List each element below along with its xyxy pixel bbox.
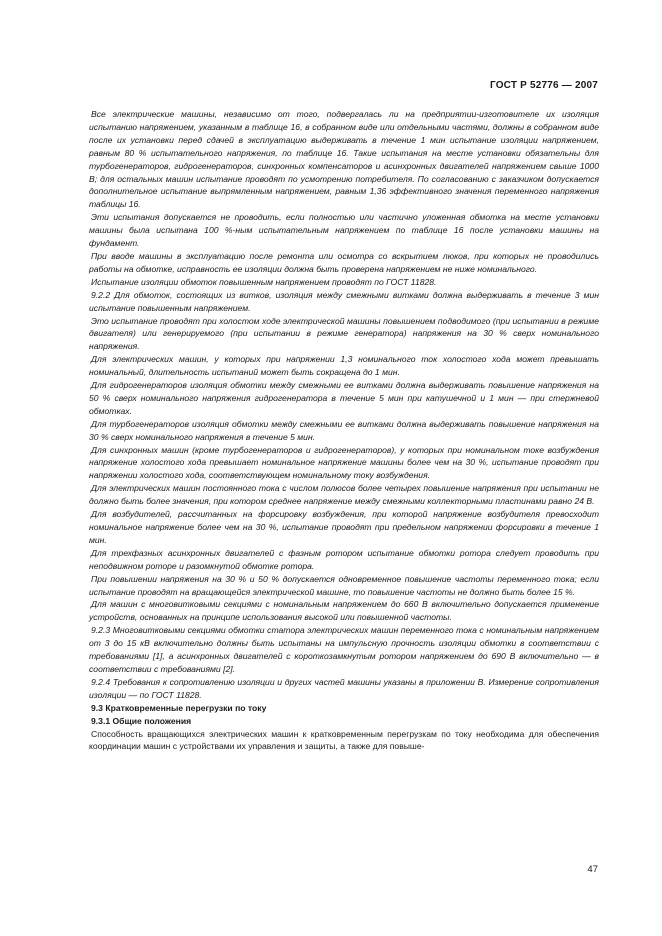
paragraph-reduced-duration: Для электрических машин, у которых при напряжении 1,3 номинального ток холостого хода может превышать номинальный, длительность испытаний может быть сокращена до 1 мин. [89, 354, 599, 378]
paragraph-turbogenerators: Для турбогенераторов изоляция обмотки между смежными ее витками должна выдерживать повышение напряжения на 30 % сверх номинального напряжения в течение 5 мин. [89, 418, 599, 442]
paragraph-wound-rotor-motors: Для трехфазных асинхронных двигателей с фазным ротором испытание обмотки ротора следует проводить при неподвижном роторе и разомкнутой обмотке ротора. [89, 547, 599, 571]
paragraph-9-2-3: 9.2.3 Многовитковыми секциями обмотки статора электрических машин переменного тока с номинальным напряжением от 3 до 15 кВ включительно должны быть испытаны на импульсную прочность изоляции обмотки в соответствии с требованиями [1], а асинхронных двигателей с короткозамкнутым ротором напряжением до 690 В включительно — в соответствии с требованиями [2]. [89, 625, 599, 674]
paragraph-no-load-test: Это испытание проводят при холостом ходе электрической машины повышением подводимого (при испытании в режиме двигателя) или генерируемого (при испытании в режиме генератора) напряжения на 30 % сверх номинального напряжения. [89, 315, 599, 352]
paragraph-gost-11828: Испытание изоляции обмоток повышенным напряжением проводят по ГОСТ 11828. [91, 276, 437, 287]
paragraph-multiturn-660v: Для машин с многовитковыми секциями с номинальным напряжением до 660 В включительно допускается применение устройств, основанных на принципе использования высокой или повышенной частоты. [89, 599, 599, 623]
document-body [89, 108, 599, 753]
paragraph-hydrogenerators: Для гидрогенераторов изоляция обмотки между смежными ее витками должна выдерживать повышение напряжения на 50 % сверх номинального напряжения гидрогенератора в течение 5 мин при катушечной и 1 мин — при стержневой обмотках. [89, 380, 599, 416]
document-standard-id: ГОСТ Р 52776 — 2007 [489, 80, 598, 91]
paragraph-frequency-increase: При повышении напряжения на 30 % и 50 % допускается одновременное повышение частоты переменного тока; если испытание проводят на вращающейся электрической машине, то повышение частоты не должно быть более 15 %. [89, 573, 599, 597]
page-number: 47 [587, 864, 598, 875]
paragraph-exciters: Для возбудителей, рассчитанных на форсировку возбуждения, при которой напряжение возбудителя превосходит номинальное напряжение более чем на 30 %, испытание проводят при предельном напряжении форсировки в течение 1 мин. [89, 509, 599, 545]
paragraph-after-repair: При вводе машины в эксплуатацию после ремонта или осмотра со вскрытием люков, при которых не проводились работы на обмотке, исправность ее изоляции должна быть проверена напряжением не ниже номинального. [89, 250, 599, 274]
paragraph-overload-capability: Способность вращающихся электрических машин к кратковременным перегрузкам по току необходима для обеспечения координации машин с устройствами их управления и защиты, а также для повыше- [89, 728, 599, 752]
paragraph-dc-machines: Для электрических машин постоянного тока с числом полюсов более четырех повышение напряжения при испытании не должно быть более значения, при котором среднее напряжение между смежными коллекторными пластинами равно 24 В. [89, 483, 599, 507]
paragraph-9-2-2: 9.2.2 Для обмоток, состоящих из витков, изоляция между смежными витками должна выдерживать в течение 3 мин испытание повышенным напряжением. [89, 289, 599, 313]
paragraph-synchronous-machines: Для синхронных машин (кроме турбогенераторов и гидрогенераторов), у которых при номинальном токе возбуждения напряжение холостого хода превышает номинальное напряжение машины более чем на 30 %, испытание проводят при напряжении холостого хода, соответствующем номинальному току возбуждения. [89, 444, 599, 481]
subsection-heading-9-3-1: 9.3.1 Общие положения [91, 715, 192, 726]
section-heading-9-3: 9.3 Кратковременные перегрузки по току [91, 702, 267, 713]
paragraph-all-machines-test: Все электрические машины, независимо от того, подвергалась ли на предприятии-изготовителе их изоляция испытанию напряжением, указанным в таблице 16, в собранном виде или отдельными частями, должны в собранном виде после их установки перед сдачей в эксплуатацию выдерживать в течение 1 мин испытание изоляции напряжением, равным 80 % испытательного напряжения, по таблице 16. Такие испытания на месте установки обязательны для турбогенераторов, гидрогенераторов, синхронных компенсаторов и асинхронных двигателей напряжением свыше 1000 В; для остальных машин испытание проводят по усмотрению потребителя. По согласованию с заказчиком допускается дополнительное испытание выпрямленным напряжением, равным 1,36 эффективного значения переменного напряжения таблицы 16. [89, 109, 599, 210]
paragraph-9-2-4: 9.2.4 Требования к сопротивлению изоляции и других частей машины указаны в приложении В. Измерение сопротивления изоляции — по ГОСТ 11828. [89, 676, 599, 700]
paragraph-tests-may-be-skipped: Эти испытания допускается не проводить, если полностью или частично уложенная обмотка на месте установки машины была испытана 100 %-ным испытательным напряжением по таблице 16 после установки машины на фундамент. [89, 212, 599, 249]
